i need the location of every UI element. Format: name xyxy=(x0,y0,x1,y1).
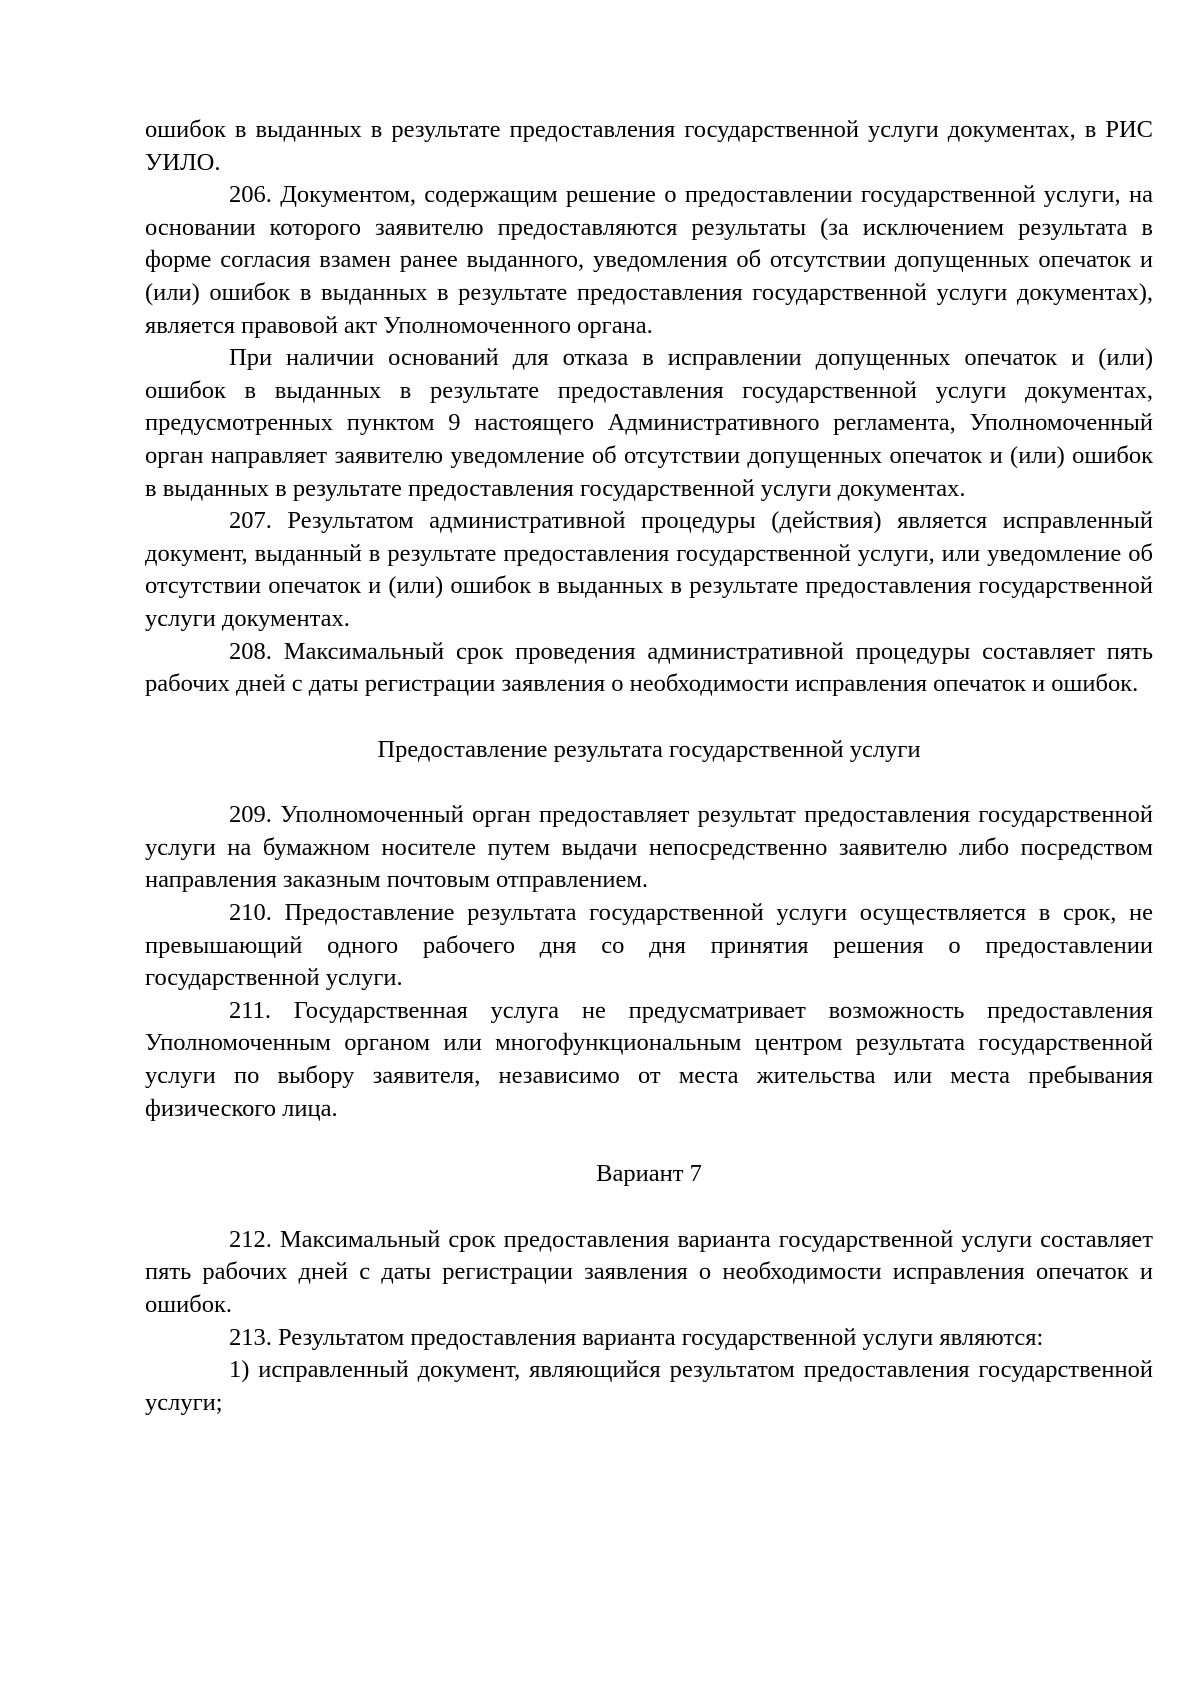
section-before xyxy=(145,114,1153,701)
paragraph-213: 213. Результатом предоставления варианта государственной услуги являются: xyxy=(229,1323,1044,1351)
section-heading-variant xyxy=(145,1158,1153,1191)
section-heading-result xyxy=(145,734,1153,767)
paragraph-210: 210. Предоставление результата государственной услуги осуществляется в срок, не превышающий одного рабочего дня со дня принятия решения о предоставлении государственной услуги. xyxy=(145,899,1153,992)
paragraph-continuation: ошибок в выданных в результате предоставления государственной услуги документах, в РИС УИЛО. xyxy=(145,116,1153,176)
paragraph-207: 207. Результатом административной процедуры (действия) является исправленный документ, выданный в результате предоставления государственной услуги, или уведомление об отсутствии опечаток и (или) ошибок в выданных в результате предоставления государственной услуги документах. xyxy=(145,507,1153,632)
heading-result-provision: Предоставление результата государственной услуги xyxy=(377,735,921,763)
paragraph-209: 209. Уполномоченный орган предоставляет результат предоставления государственной услуги на бумажном носителе путем выдачи непосредственно заявителю либо посредством направления заказным почтовым отправлением. xyxy=(145,801,1153,894)
paragraph-refusal: При наличии оснований для отказа в исправлении допущенных опечаток и (или) ошибок в выданных в результате предоставления государственной услуги документах, предусмотренных пунктом 9 настоящего Административного регламента, Уполномоченный орган направляет заявителю уведомление об отсутствии допущенных опечаток и (или) ошибок в выданных в результате предоставления государственной услуги документах. xyxy=(145,344,1153,502)
paragraph-208: 208. Максимальный срок проведения административной процедуры составляет пять рабочих дней с даты регистрации заявления о необходимости исправления опечаток и ошибок. xyxy=(145,637,1153,698)
paragraph-206: 206. Документом, содержащим решение о предоставлении государственной услуги, на основании которого заявителю предоставляются результаты (за исключением результата в форме согласия взамен ранее выданного, уведомления об отсутствии допущенных опечаток и (или) ошибок в выданных в результате предоставления государственной услуги документах), является правовой акт Уполномоченного органа. xyxy=(145,181,1153,339)
heading-variant-7: Вариант 7 xyxy=(596,1160,702,1188)
document-body xyxy=(145,114,1153,1419)
section-after xyxy=(145,1224,1153,1420)
paragraph-212: 212. Максимальный срок предоставления варианта государственной услуги составляет пять рабочих дней с даты регистрации заявления о необходимости исправления опечаток и ошибок. xyxy=(145,1225,1153,1318)
paragraph-213-item-1: 1) исправленный документ, являющийся результатом предоставления государственной услуги; xyxy=(145,1356,1153,1416)
section-middle xyxy=(145,799,1153,1125)
paragraph-211: 211. Государственная услуга не предусматривает возможность предоставления Уполномоченным органом или многофункциональным центром результата государственной услуги по выбору заявителя, независимо от места жительства или места пребывания физического лица. xyxy=(145,996,1153,1122)
